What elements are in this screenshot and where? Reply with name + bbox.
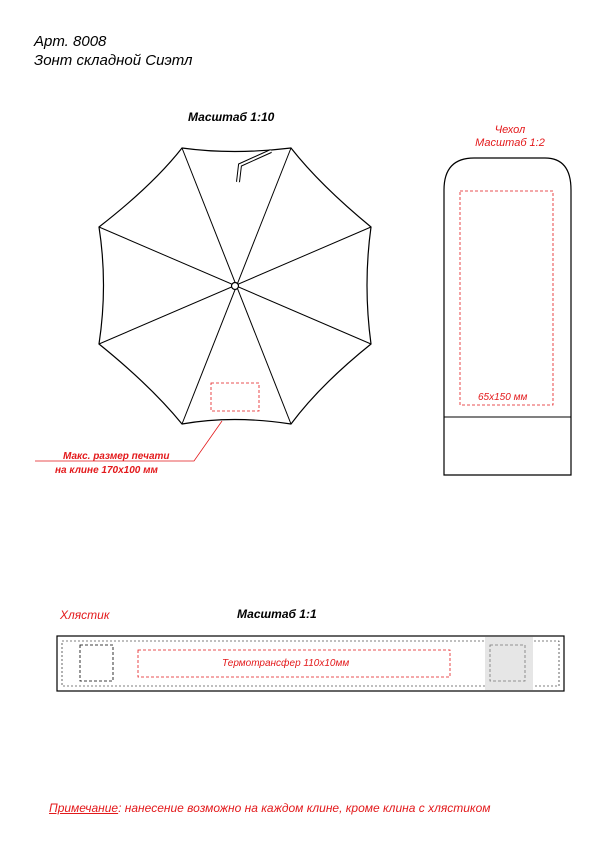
umbrella-scale-label: Масштаб 1:10 xyxy=(188,110,275,124)
umbrella-handle-strap-inner xyxy=(238,151,271,182)
strap-title: Хлястик xyxy=(60,608,110,622)
strap-snap-left xyxy=(80,645,113,681)
umbrella-print-label-line1: Макс. размер печати xyxy=(63,451,170,462)
cover-title: Чехол xyxy=(494,124,526,136)
umbrella-center-cap xyxy=(232,283,239,290)
cover-print-size: 65х150 мм xyxy=(478,392,528,403)
footnote xyxy=(49,801,490,815)
strap-print-method: Термотрансфер 110х10мм xyxy=(222,658,350,669)
umbrella-top-view xyxy=(99,148,371,424)
cover-drawing xyxy=(444,158,571,475)
cover-print-area xyxy=(460,191,553,405)
footnote-label: Примечание xyxy=(49,801,119,815)
umbrella-handle-strap xyxy=(238,151,271,182)
product-name: Зонт складной Сиэтл xyxy=(34,52,193,69)
cover-scale-label: Масштаб 1:2 xyxy=(475,137,545,149)
umbrella-print-label-line2: на клине 170х100 мм xyxy=(55,465,158,476)
strap-scale-label: Масштаб 1:1 xyxy=(237,607,317,621)
footnote-text: : нанесение возможно на каждом клине, кроме клина с хлястиком xyxy=(118,801,491,815)
article-number: Арт. 8008 xyxy=(34,33,107,50)
cover-outline xyxy=(444,158,571,475)
umbrella-print-area xyxy=(211,383,259,411)
